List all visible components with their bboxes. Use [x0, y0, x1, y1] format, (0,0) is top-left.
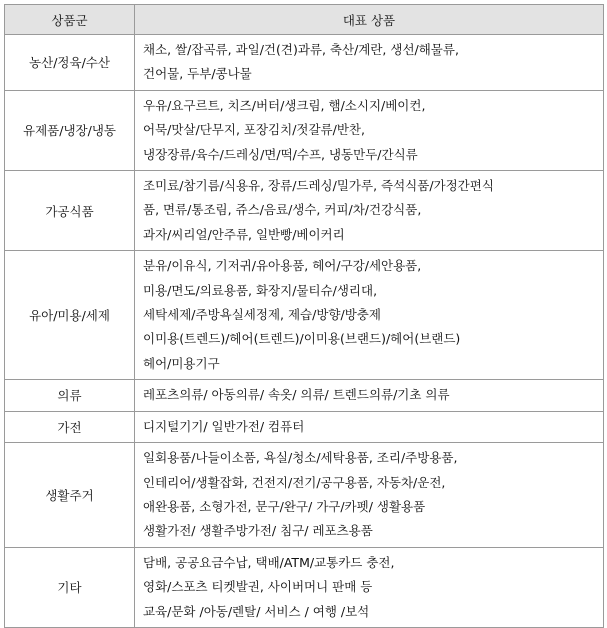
item-line: 레포츠의류/ 아동의류/ 속옷/ 의류/ 트렌드의류/기초 의류 — [143, 387, 450, 403]
item-line: 교육/문화 /아동/렌탈/ 서비스 / 여행 /보석 — [143, 603, 370, 619]
items-cell — [135, 411, 604, 442]
items-cell — [135, 251, 604, 380]
table-header-row — [5, 5, 604, 35]
item-line: 우유/요구르트, 치즈/버터/생크림, 햄/소시지/베이컨, — [143, 97, 426, 113]
category-cell: 기타 — [5, 547, 135, 627]
table-row — [5, 547, 604, 627]
item-line: 채소, 쌀/잡곡류, 과일/건(견)과류, 축산/계란, 생선/해물류, — [143, 42, 459, 57]
header-category: 상품군 — [5, 5, 135, 35]
item-line: 영화/스포츠 티켓발권, 사이버머니 판매 등 — [143, 579, 373, 595]
items-cell — [135, 90, 604, 170]
item-line: 디지털기기/ 일반가전/ 컴퓨터 — [143, 418, 305, 434]
category-cell: 유제품/냉장/냉동 — [5, 90, 135, 170]
table-row — [5, 171, 604, 251]
item-line: 세탁세제/주방욕실세정제, 제습/방향/방충제 — [143, 307, 381, 323]
item-line: 품, 면류/통조림, 쥬스/음료/생수, 커피/차/건강식품, — [143, 202, 422, 218]
item-line: 어묵/맛살/단무지, 포장김치/젓갈류/반찬, — [143, 122, 365, 138]
table-row — [5, 251, 604, 380]
category-cell: 유아/미용/세제 — [5, 251, 135, 380]
item-line: 건어물, 두부/콩나물 — [143, 66, 252, 82]
item-line: 담배, 공공요금수납, 택배/ATM/교통카드 충전, — [143, 554, 395, 570]
item-line: 조미료/참기름/식용유, 장류/드레싱/밀가루, 즉석식품/가정간편식 — [143, 178, 494, 194]
item-line: 생활가전/ 생활주방가전/ 침구/ 레포츠용품 — [143, 523, 373, 539]
items-cell — [135, 171, 604, 251]
category-cell: 의류 — [5, 380, 135, 411]
items-cell — [135, 35, 604, 91]
item-line: 인테리어/생활잡화, 건전지/전기/공구용품, 자동차/운전, — [143, 474, 446, 490]
items-cell — [135, 443, 604, 548]
items-cell — [135, 547, 604, 627]
item-line: 애완용품, 소형가전, 문구/완구/ 가구/카펫/ 생활용품 — [143, 498, 426, 514]
category-cell: 가전 — [5, 411, 135, 442]
item-line: 과자/씨리얼/안주류, 일반빵/베이커리 — [143, 226, 345, 242]
table-row — [5, 90, 604, 170]
product-category-table — [4, 4, 604, 628]
item-line: 냉장장류/육수/드레싱/면/떡/수프, 냉동만두/간식류 — [143, 146, 418, 162]
table-row — [5, 380, 604, 411]
table-row — [5, 411, 604, 442]
category-cell: 농산/정육/수산 — [5, 35, 135, 91]
item-line: 분유/이유식, 기저귀/유아용품, 헤어/구강/세안용품, — [143, 258, 422, 274]
items-cell — [135, 380, 604, 411]
category-cell: 생활주거 — [5, 443, 135, 548]
item-line: 헤어/미용기구 — [143, 355, 220, 371]
product-table-container — [4, 4, 604, 628]
table-row — [5, 443, 604, 548]
header-items: 대표 상품 — [135, 5, 604, 35]
table-row — [5, 35, 604, 91]
category-cell: 가공식품 — [5, 171, 135, 251]
item-line: 미용/면도/의료용품, 화장지/물티슈/생리대, — [143, 282, 378, 298]
item-line: 이미용(트렌드)/헤어(트렌드)/이미용(브랜드)/헤어(브랜드) — [143, 331, 461, 347]
item-line: 일회용품/나들이소품, 욕실/청소/세탁용품, 조리/주방용품, — [143, 450, 458, 466]
